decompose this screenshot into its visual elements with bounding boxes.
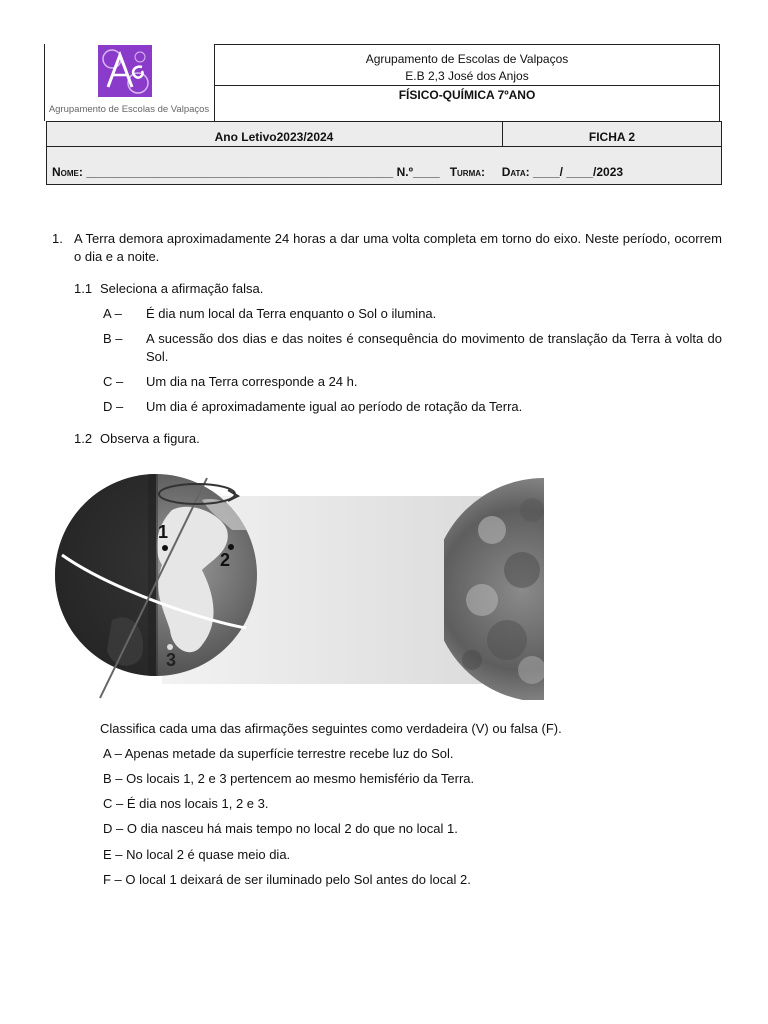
name-blank[interactable]: ______________________________________________ xyxy=(86,165,394,179)
school-year: Ano Letivo2023/2024 xyxy=(214,130,334,144)
option-c-letter: C – xyxy=(103,374,124,389)
option-d-text: Um dia é aproximadamente igual ao período de rotação da Terra. xyxy=(146,399,523,414)
option-c-text: Um dia na Terra corresponde a 24 h. xyxy=(146,374,358,389)
logo-caption: Agrupamento de Escolas de Valpaços xyxy=(48,104,210,115)
classification-instruction: Classifica cada uma das afirmações seguintes como verdadeira (V) ou falsa (F). xyxy=(100,721,562,736)
statement-b: B – Os locais 1, 2 e 3 pertencem ao mesmo hemisfério da Terra. xyxy=(103,771,475,786)
question-1-1-prompt: Seleciona a afirmação falsa. xyxy=(100,281,264,296)
student-id-line xyxy=(52,165,623,179)
worksheet-number: FICHA 2 xyxy=(588,130,636,144)
question-1-2-number: 1.2 xyxy=(74,431,93,446)
statement-f: F – O local 1 deixará de ser iluminado pelo Sol antes do local 2. xyxy=(103,872,471,887)
info-divider xyxy=(46,146,722,147)
date-blank[interactable]: ____/ ____/2023 xyxy=(532,165,624,179)
question-1-number: 1. xyxy=(52,231,63,246)
class-label: Turma: xyxy=(449,165,486,179)
option-b-text: A sucessão dos dias e das noites é consequência do movimento de translação da Terra à volta do Sol. xyxy=(146,331,722,364)
subject-title: FÍSICO-QUÍMICA 7ºANO xyxy=(398,88,536,102)
school-name: Agrupamento de Escolas de Valpaços xyxy=(365,52,569,66)
option-d-letter: D – xyxy=(103,399,124,414)
question-1-1-number: 1.1 xyxy=(74,281,93,296)
location-2-label: 2 xyxy=(220,550,231,570)
date-label: Data: xyxy=(501,165,530,179)
number-blank[interactable]: ____ xyxy=(412,165,440,179)
location-3-label: 3 xyxy=(166,650,177,670)
name-label: Nome: xyxy=(52,165,83,179)
option-a-letter: A – xyxy=(103,306,122,321)
statement-a: A – Apenas metade da superfície terrestre recebe luz do Sol. xyxy=(103,746,454,761)
school-unit: E.B 2,3 José dos Anjos xyxy=(405,69,529,83)
statement-d: D – O dia nasceu há mais tempo no local 2 do que no local 1. xyxy=(103,821,458,836)
statement-c: C – É dia nos locais 1, 2 e 3. xyxy=(103,796,269,811)
number-label: N.º xyxy=(396,165,413,179)
question-1-2-prompt: Observa a figura. xyxy=(100,431,200,446)
option-b-letter: B – xyxy=(103,331,123,346)
location-1-label: 1 xyxy=(158,522,169,542)
option-a-text: É dia num local da Terra enquanto o Sol o ilumina. xyxy=(146,306,437,321)
school-logo xyxy=(98,45,152,97)
earth-sun-figure xyxy=(52,470,544,700)
question-1-text: A Terra demora aproximadamente 24 horas a dar uma volta completa em torno do eixo. Neste período, ocorrem o dia e a noite. xyxy=(74,231,722,264)
statement-e: E – No local 2 é quase meio dia. xyxy=(103,847,291,862)
header-divider xyxy=(214,85,720,86)
